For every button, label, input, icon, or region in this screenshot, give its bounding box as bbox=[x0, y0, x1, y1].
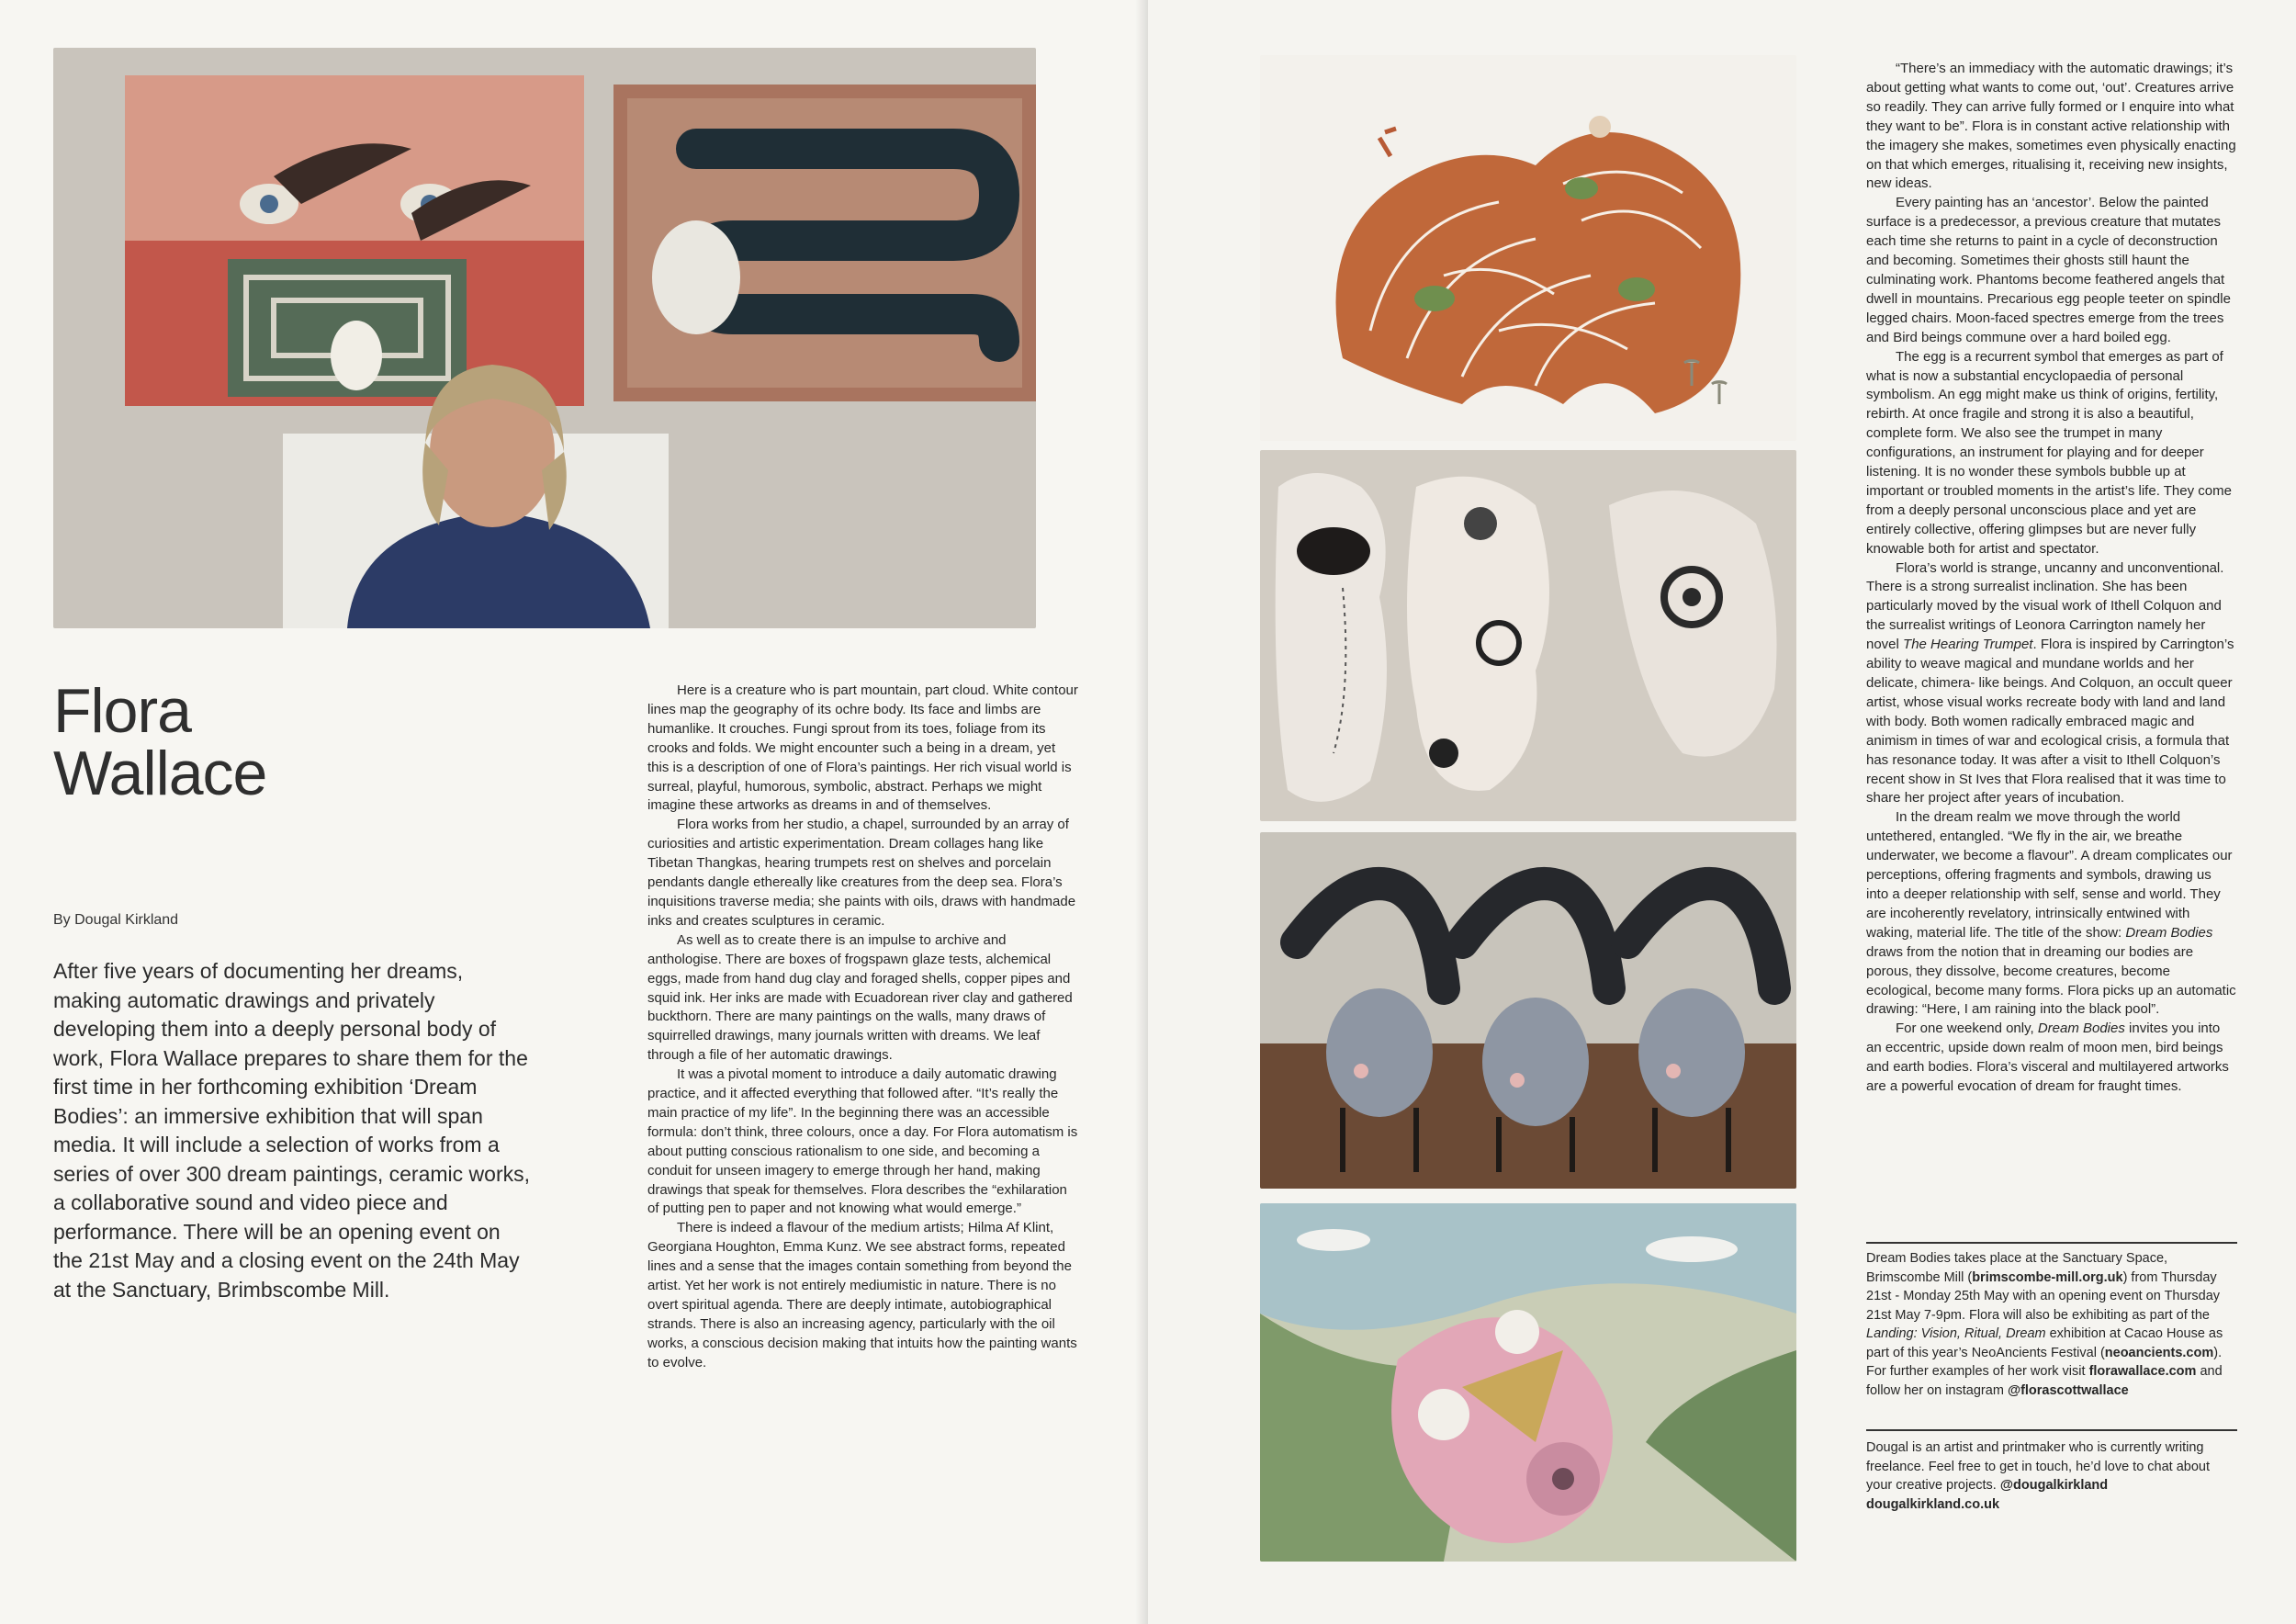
author-bio bbox=[1866, 1438, 2237, 1514]
body-paragraph: Here is a creature who is part mountain, part cloud. White contour lines map the geography of its ochre body. Its face and limbs are humanlike. It crouches. Fungi sprout from its toes, foliage from its crooks and folds. We might encounter such a being in a dream, yet this is a description of one of Flora’s paintings. Her rich visual world is surreal, playful, humorous, symbolic, abstract. Perhaps we might imagine these artworks as dreams in and of themselves. bbox=[647, 682, 1078, 814]
text-run: For one weekend only, bbox=[1896, 1021, 2038, 1037]
body-column-left bbox=[647, 682, 1079, 1373]
body-paragraph: As well as to create there is an impulse to archive and anthologise. There are boxes of frogspawn glaze tests, alchemical eggs, made from hand dug clay and foraged shells, copper pipes and squid ink. Her inks are made with Ecuadorean river clay and gathered buckthorn. There are many paintings on the walls, many draws of squirrelled drawings, many journals written with dreams. We leaf through a file of her automatic drawings. bbox=[647, 931, 1073, 1064]
title-line-2: Wallace bbox=[53, 739, 267, 808]
body-paragraph: It was a pivotal moment to introduce a daily automatic drawing practice, and it affected everything that followed after. “It’s really the main practice of my life”. In the beginning there was an accessible formula: don’t think, three colours, once a day. For Flora automatism is about putting conscious rationalism to one side, and becoming a conduit for unseen imagery to emerge through her hand, making drawings that speak for themselves. Flora describes the “exhilaration of putting pen to paper and not knowing what would emerge.” bbox=[647, 1066, 1078, 1217]
article-title bbox=[53, 676, 267, 808]
text-run: In the dream realm we move through the world untethered, entangled. “We fly in the air, we breathe underwater, we become a flavour”. A dream complicates our perceptions, offering fragments and symbols, drawing us into a deeper relationship with self, sense and world. They are incoherently revelatory, intrinsically entwined with waking, material life. The title of the show: bbox=[1866, 809, 2233, 941]
exhibition-title: Landing: Vision, Ritual, Dream bbox=[1866, 1326, 2046, 1341]
body-paragraph: The egg is a recurrent symbol that emerges as part of what is now a substantial encyclopaedia of personal symbolism. An egg might make us think of origins, fertility, rebirth. At once fragile and strong it is also a beautiful, complete form. We also see the trumpet in many configurations, an instrument for playing and for deeper listening. It is no wonder these symbols bubble up at important or troubled moments in the artist’s life. They come from a deeply personal unconscious place and yet are entirely collective, offering glimpses but are never fully knowable both for artist and spectator. bbox=[1866, 348, 2232, 557]
body-paragraph bbox=[1866, 559, 2237, 809]
body-paragraph bbox=[1866, 1020, 2237, 1097]
venue-link[interactable]: brimscombe-mill.org.uk bbox=[1972, 1269, 2123, 1285]
festival-link[interactable]: neoancients.com bbox=[2104, 1345, 2214, 1360]
ink-forms-illustration bbox=[1260, 450, 1796, 821]
body-paragraph bbox=[1866, 808, 2237, 1020]
ochre-creature-illustration bbox=[1260, 55, 1796, 441]
instagram-handle[interactable]: @florascottwallace bbox=[2007, 1382, 2129, 1398]
bio-text: Dougal is an artist and printmaker who is currently writing freelance. Feel free to get in touch, he’d love to chat about your creative projects. bbox=[1866, 1440, 2211, 1493]
byline: By Dougal Kirkland bbox=[53, 912, 179, 928]
body-paragraph: There is indeed a flavour of the medium artists; Hilma Af Klint, Georgiana Houghton, Emma Kunz. We see abstract forms, repeated lines and a sense that the images contain something from beyond the artist. Yet her work is not entirely mediumistic in nature. There is no overt spiritual agenda. There are deeply intimate, autobiographical strands. There is also an increasing agency, particularly with the oil works, a conscious decision making that intuits how the painting wants to evolve. bbox=[647, 1220, 1077, 1370]
book-title: The Hearing Trumpet bbox=[1903, 637, 2033, 653]
text-run: and follow her on instagram bbox=[1866, 1364, 2223, 1398]
author-contact[interactable]: @dougalkirkland dougalkirkland.co.uk bbox=[1866, 1478, 2109, 1512]
event-info-box bbox=[1866, 1249, 2237, 1400]
text-run: exhibition at Cacao House as part of this year’s NeoAncients Festival ( bbox=[1866, 1326, 2223, 1360]
text-run: invites you into an eccentric, upside down realm of moon men, bird beings and earth bodies. Flora’s visceral and multilayered artworks are a powerful evocation of dream for fraught times. bbox=[1866, 1021, 2229, 1095]
text-run: ) from Thursday 21st - Monday 25th May with an opening event on Thursday 21st May 7-9pm. Flora will also be exhibiting as part of the bbox=[1866, 1269, 2221, 1323]
pink-figure-illustration bbox=[1260, 1203, 1796, 1562]
text-run: ). For further examples of her work visit bbox=[1866, 1345, 2223, 1379]
divider-rule bbox=[1866, 1242, 2237, 1244]
text-run: draws from the notion that in dreaming our bodies are porous, they dissolve, become creatures, become ecological, become many forms. Flora picks up an automatic drawing: “Here, I am raining into the black pool”. bbox=[1866, 943, 2236, 1018]
body-paragraph: Every painting has an ‘ancestor’. Below the painted surface is a predecessor, a previous creature that mutates each time she returns to paint in a cycle of deconstruction and becoming. Sometimes their ghosts still haunt the culminating work. Phantoms become feathered angels that dwell in mountains. Precarious egg people teeter on spindle legged chairs. Moon-faced spectres emerge from the trees and Bird beings commune over a hard boiled egg. bbox=[1866, 195, 2231, 345]
studio-portrait-photo bbox=[53, 48, 1036, 628]
show-title: Dream Bodies bbox=[2125, 924, 2213, 941]
artist-website-link[interactable]: florawallace.com bbox=[2088, 1364, 2197, 1379]
egg-people-illustration bbox=[1260, 832, 1796, 1189]
standfirst: After five years of documenting her dreams, making automatic drawings and privately developing them into a deeply personal body of work, Flora Wallace prepares to share them for the first time in her forthcoming exhibition ‘Dream Bodies’: an immersive exhibition that will span media. It will include a selection of works from a series of over 300 dream paintings, ceramic works, a collaborative sound and video piece and performance. There will be an opening event on the 21st May and a closing event on the 24th May at the Sanctuary, Brimbscombe Mill. bbox=[53, 959, 530, 1302]
painting-ink-forms bbox=[1260, 450, 1796, 821]
divider-rule bbox=[1866, 1429, 2237, 1431]
painting-ochre-creature bbox=[1260, 55, 1796, 441]
text-run: Dream Bodies takes place at the Sanctuary Space, Brimscombe Mill ( bbox=[1866, 1251, 2168, 1285]
body-column-right bbox=[1866, 60, 2237, 1097]
painting-egg-people bbox=[1260, 832, 1796, 1189]
title-line-1: Flora bbox=[53, 676, 191, 746]
body-paragraph: “There’s an immediacy with the automatic drawings; it’s about getting what wants to come out, ‘out’. Creatures arrive so readily. They can arrive fully formed or I enquire into what they want to be”. Flora is in constant active relationship with the imagery she makes, sometimes even physically enacting on that which emerges, ritualising it, receiving new insights, new ideas. bbox=[1866, 61, 2236, 192]
show-title: Dream Bodies bbox=[2037, 1021, 2125, 1037]
studio-portrait-illustration bbox=[53, 48, 1036, 628]
right-page bbox=[1148, 0, 2296, 1624]
text-run: . Flora is inspired by Carrington’s ability to weave magical and mundane worlds and her delicate, chimera- like beings. And Colquon, an occult queer artist, whose visual works recreate body with land and land with body. Both women radically embraced magic and animism in times of war and ecological crisis, a formula that has resonance today. It was after a visit to Ithell Colquon’s recent show in St Ives that Flora realised that it was time to share her project after years of incubation. bbox=[1866, 637, 2234, 806]
text-run: Flora’s world is strange, uncanny and unconventional. There is a strong surrealist inclination. She has been particularly moved by the visual work of Ithell Colquon and the surrealist writings of Leonora Carrington namely her novel bbox=[1866, 559, 2224, 653]
painting-pink-figure bbox=[1260, 1203, 1796, 1562]
body-paragraph: Flora works from her studio, a chapel, surrounded by an array of curiosities and artistic experimentation. Dream collages hang like Tibetan Thangkas, hearing trumpets rest on shelves and porcelain pendants dangle ethereally like creatures from the deep sea. Flora’s inquisitions traverse media; she paints with oils, draws with handmade inks and creates sculptures in ceramic. bbox=[647, 817, 1076, 929]
